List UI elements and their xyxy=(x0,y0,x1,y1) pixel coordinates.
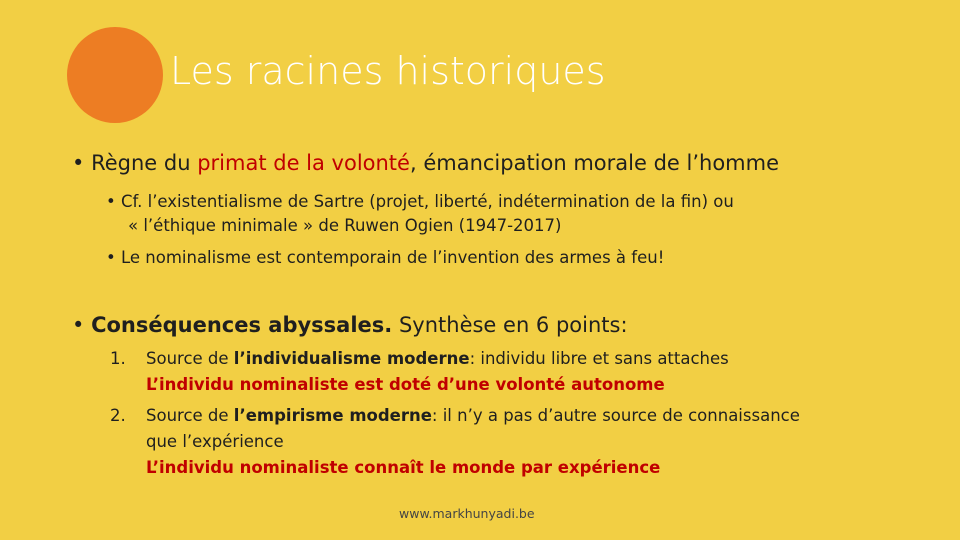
bullet-bold: Conséquences abyssales. xyxy=(91,313,393,337)
item-1-red-line: L’individu nominaliste est doté d’une volonté autonome xyxy=(146,375,665,394)
bullet-text-pre: Règne du xyxy=(91,151,198,175)
item-2-cont: que l’expérience xyxy=(146,432,284,451)
bullet-regne xyxy=(72,151,779,175)
numbered-item-2 xyxy=(110,406,800,425)
sub-bullet-line: Le nominalisme est contemporain de l’invention des armes à feu! xyxy=(120,248,665,267)
sub-bullet-line: « l’éthique minimale » de Ruwen Ogien (1947-2017) xyxy=(128,216,562,235)
sub-bullet-sartre xyxy=(106,192,734,211)
slide-title: Les racines historiques xyxy=(170,49,606,93)
item-post: : individu libre et sans attaches xyxy=(469,349,729,368)
sub-bullet-marker: • xyxy=(106,248,116,267)
sub-bullet-armes xyxy=(106,248,664,267)
bullet-rest: Synthèse en 6 points: xyxy=(392,313,628,337)
item-bold: l’empirisme moderne xyxy=(233,406,432,425)
bullet-consequences xyxy=(72,313,628,337)
sub-bullet-line: Cf. l’existentialisme de Sartre (projet, liberté, indétermination de la fin) ou xyxy=(120,192,734,211)
item-bold: l’individualisme moderne xyxy=(233,349,470,368)
item-post: : il n’y a pas d’autre source de connaissance xyxy=(431,406,800,425)
sub-bullet-sartre-cont xyxy=(128,216,561,235)
item-number: 2. xyxy=(110,406,126,425)
item-pre: Source de xyxy=(146,349,234,368)
item-2-red-line: L’individu nominaliste connaît le monde par expérience xyxy=(146,458,661,477)
footer-url: www.markhunyadi.be xyxy=(399,506,535,521)
numbered-item-1 xyxy=(110,349,729,368)
bullet-marker: • xyxy=(72,151,85,175)
bullet-marker: • xyxy=(72,313,85,337)
sub-bullet-marker: • xyxy=(106,192,116,211)
bullet-text-post: , émancipation morale de l’homme xyxy=(409,151,780,175)
item-pre: Source de xyxy=(146,406,234,425)
accent-circle xyxy=(67,27,163,123)
item-number: 1. xyxy=(110,349,126,368)
bullet-highlight: primat de la volonté xyxy=(197,151,410,175)
